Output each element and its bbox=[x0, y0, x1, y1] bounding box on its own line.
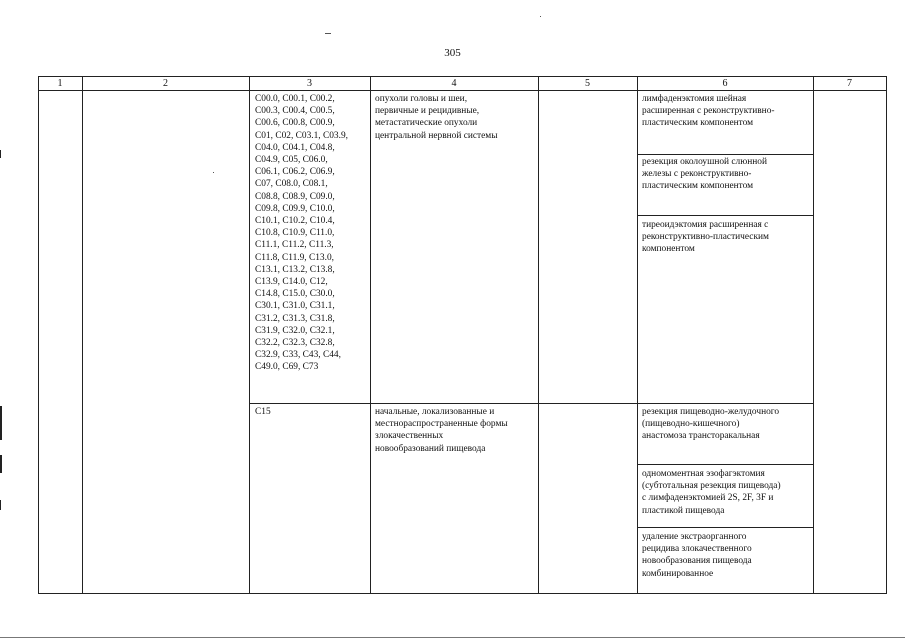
procedure-divider bbox=[637, 527, 813, 528]
table-bottom-border bbox=[38, 593, 887, 594]
row2-procedure-1: резекция пищеводно-желудочного (пищеводно-кишечного) анастомоза трансторакальная bbox=[642, 407, 780, 442]
scan-speck bbox=[540, 16, 541, 17]
header-bottom-border bbox=[38, 90, 887, 91]
row2-icd-codes: C15 bbox=[255, 407, 271, 417]
scan-edge-mark bbox=[0, 455, 2, 473]
column-divider bbox=[370, 76, 371, 594]
procedure-divider bbox=[637, 154, 813, 155]
row2-diagnosis: начальные, локализованные и местнораспространенные формы злокачественных новообразований пищевода bbox=[375, 407, 508, 454]
column-divider bbox=[813, 76, 814, 594]
column-divider bbox=[249, 76, 250, 594]
row1-icd-codes: C00.0, C00.1, C00.2, C00.3, C00.4, C00.5, C00.6, C00.8, C00.9, C01, C02, C03.1, C03.9, C04.0, C04.1, C04.8, C04.9, C05, C06.0, C06.1, C06.2, C06.9, C07, C08.0, C08.1, C08.8, C08.9, C09.0, C09.8, C09.9, C10.0, C10.1, C10.2, C10.4, C10.8, C10.9, C11.0, C11.1, C11.2, C11.3, C11.8, C11.9, C13.0, C13.1, C13.2, C13.8, C13.9, C14.0, C12, C14.8, C15.0, C30.0, C30.1, C31.0, C31.1, C31.2, C31.3, C31.8, C31.9, C32.0, C32.1, C32.2, C32.3, C32.8, C32.9, C33, C43, C44, C49.0, C69, C73 bbox=[255, 94, 348, 373]
scan-edge-mark bbox=[0, 150, 1, 158]
column-header-5: 5 bbox=[585, 78, 590, 89]
column-header-2: 2 bbox=[163, 78, 168, 89]
procedure-divider bbox=[637, 403, 813, 404]
column-header-4: 4 bbox=[451, 78, 457, 89]
scan-edge-mark bbox=[0, 500, 1, 510]
procedure-divider bbox=[637, 464, 813, 465]
scan-speck bbox=[325, 33, 331, 34]
column-divider bbox=[538, 76, 539, 594]
scan-edge-mark bbox=[0, 406, 2, 440]
row1-diagnosis: опухоли головы и шеи, первичные и рецидивные, метастатические опухоли центральной нервной системы bbox=[375, 94, 498, 141]
page-number: 305 bbox=[444, 47, 461, 59]
column-header-1: 1 bbox=[57, 78, 63, 89]
scan-speck bbox=[213, 172, 214, 173]
row-divider bbox=[249, 403, 637, 404]
table-left-border bbox=[38, 76, 39, 594]
column-header-6: 6 bbox=[722, 78, 728, 89]
row1-procedure-3: тиреоидэктомия расширенная с реконструктивно-пластическим компонентом bbox=[642, 220, 769, 255]
row1-procedure-1: лимфаденэктомия шейная расширенная с реконструктивно- пластическим компонентом bbox=[642, 94, 775, 129]
column-header-7: 7 bbox=[847, 78, 852, 89]
row2-procedure-2: одномоментная эзофагэктомия (субтотальная резекция пищевода) с лимфаденэктомией 2S, 2F, 3F и пластикой пищевода bbox=[642, 469, 781, 516]
row2-procedure-3: удаление экстраорганного рецидива злокачественного новообразования пищевода комбинированное bbox=[642, 532, 752, 579]
table-right-border bbox=[886, 76, 887, 594]
scan-bottom-edge bbox=[0, 637, 905, 638]
row1-procedure-2: резекция околоушной слюнной железы с реконструктивно- пластическим компонентом bbox=[642, 157, 767, 192]
column-divider bbox=[82, 76, 83, 594]
procedure-divider bbox=[637, 215, 813, 216]
column-header-3: 3 bbox=[307, 78, 312, 89]
